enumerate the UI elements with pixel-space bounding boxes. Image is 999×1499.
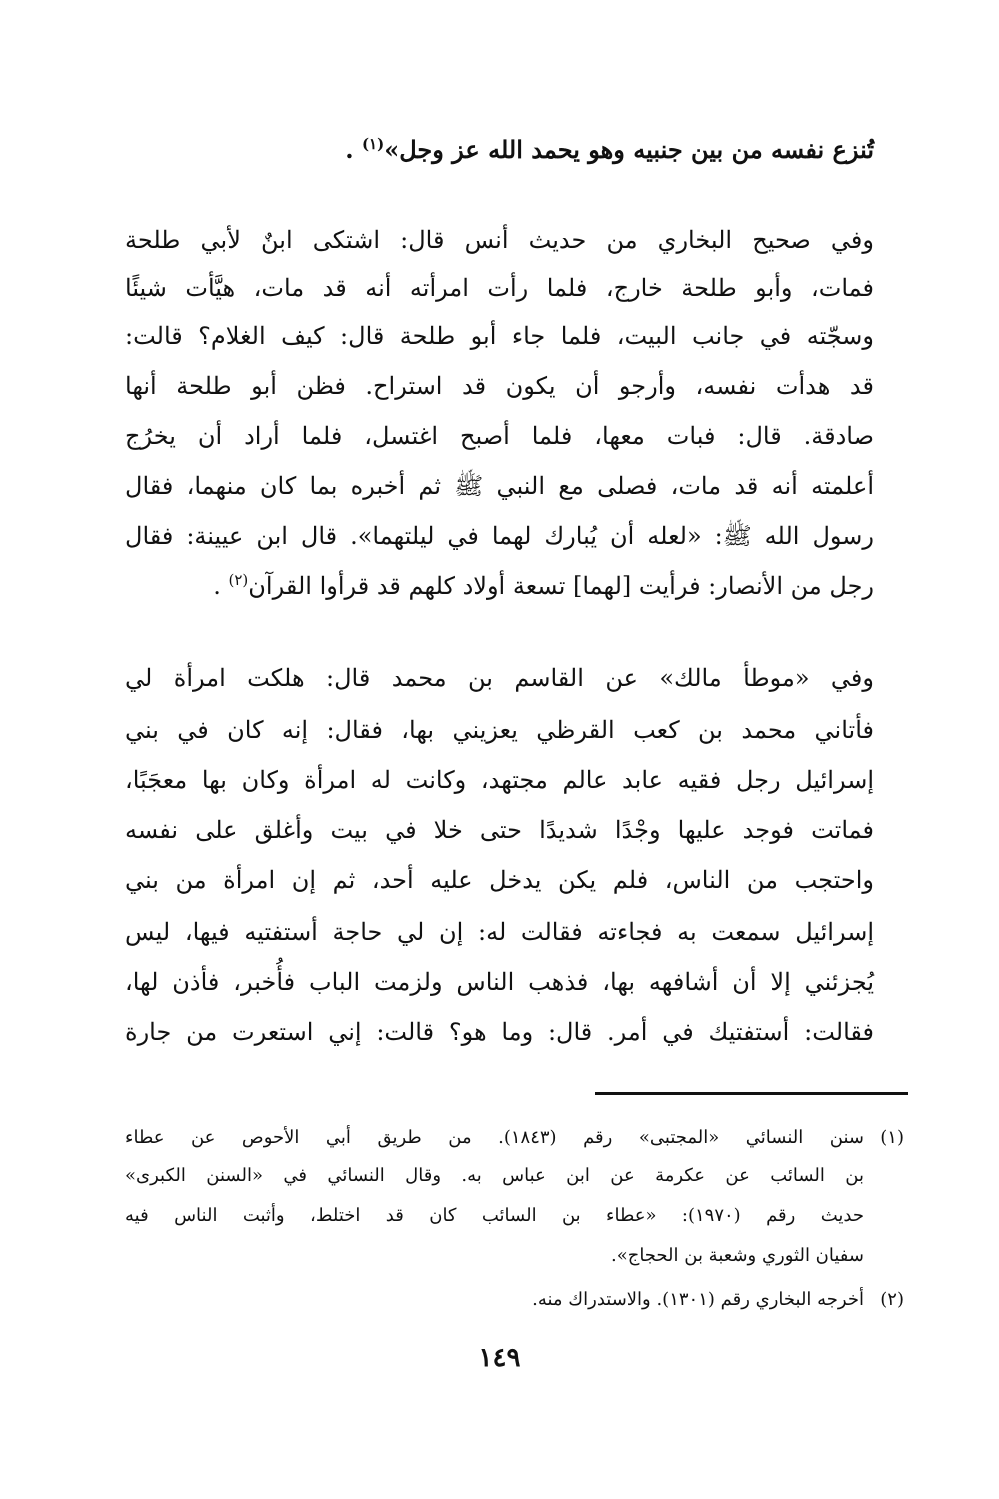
p2-line: إسرائيل رجل فقيه عابد عالم مجتهد، وكانت له امرأة وكان بها معجَبًا، — [125, 766, 874, 794]
footnote-ref-1: (١) — [361, 135, 385, 153]
p1-line: صادقة. قال: فبات معها، فلما أصبح اغتسل، فلما أراد أن يخرُج — [125, 422, 874, 450]
p1-last-text: رجل من الأنصار: فرأيت [لهما] تسعة أولاد كلهم قد قرأوا القرآن — [248, 572, 874, 600]
p1-line: رسول الله ﷺ: «لعله أن يُبارك لهما في ليلتهما». قال ابن عيينة: فقال — [125, 522, 874, 550]
footnote-separator — [595, 1092, 908, 1095]
p2-line: إسرائيل سمعت به فجاءته فقالت له: إن لي حاجة أستفتيه فيها، ليس — [125, 918, 874, 946]
p1-line: وسجّته في جانب البيت، فلما جاء أبو طلحة قال: كيف الغلام؟ قالت: — [125, 322, 874, 350]
top-line-text: تُنزع نفسه من بين جنبيه وهو يحمد الله عز وجل» — [384, 135, 874, 164]
footnote-1-line: سفيان الثوري وشعبة بن الحجاج». — [610, 1245, 864, 1266]
p1-line: قد هدأت نفسه، وأرجو أن يكون قد استراح. فظن أبو طلحة أنها — [125, 372, 874, 400]
p1-line: فمات، وأبو طلحة خارج، فلما رأت امرأته أنه قد مات، هيَّأت شيئًا — [125, 274, 874, 302]
p2-line: فماتت فوجد عليها وجْدًا شديدًا حتى خلا في بيت وأغلق على نفسه — [125, 816, 874, 844]
footnote-2-line: أخرجه البخاري رقم (١٣٠١). والاستدراك منه. — [532, 1289, 864, 1310]
p1-last-line — [213, 568, 874, 604]
p2-line: يُجزئني إلا أن أشافهه بها، فذهب الناس ولزمت الباب فأُخبر، فأذن لها، — [125, 968, 874, 996]
page-number: ١٤٩ — [478, 1343, 521, 1373]
p1-line: أعلمته أنه قد مات، فصلى مع النبي ﷺ ثم أخبره بما كان منهما، فقال — [125, 472, 874, 500]
footnote-1-line: حديث رقم (١٩٧٠): «عطاء بن السائب كان قد اختلط، وأثبت الناس فيه — [125, 1205, 864, 1226]
footnote-1-line: بن السائب عن عكرمة عن ابن عباس به. وقال النسائي في «السنن الكبرى» — [125, 1165, 864, 1186]
p2-line: واحتجب من الناس، فلم يكن يدخل عليه أحد، ثم إن امرأة من بني — [125, 866, 874, 894]
p1-last-end: . — [213, 572, 229, 600]
footnote-ref-2: (٢) — [228, 571, 249, 589]
p2-line: فقالت: أستفتيك في أمر. قال: وما هو؟ قالت: إني استعرت من جارة — [125, 1018, 874, 1046]
p2-line: فأتاني محمد بن كعب القرظي يعزيني بها، فقال: إنه كان في بني — [125, 716, 874, 744]
p1-line: وفي صحيح البخاري من حديث أنس قال: اشتكى ابنٌ لأبي طلحة — [125, 226, 874, 254]
footnote-1-number: (١) — [880, 1127, 904, 1148]
top-line — [345, 132, 874, 168]
footnote-1-line: سنن النسائي «المجتبى» رقم (١٨٤٣). من طريق أبي الأحوص عن عطاء — [125, 1127, 865, 1148]
p2-line: وفي «موطأ مالك» عن القاسم بن محمد قال: هلكت امرأة لي — [125, 664, 874, 692]
top-line-end: . — [345, 135, 362, 164]
footnote-2-number: (٢) — [880, 1289, 904, 1310]
